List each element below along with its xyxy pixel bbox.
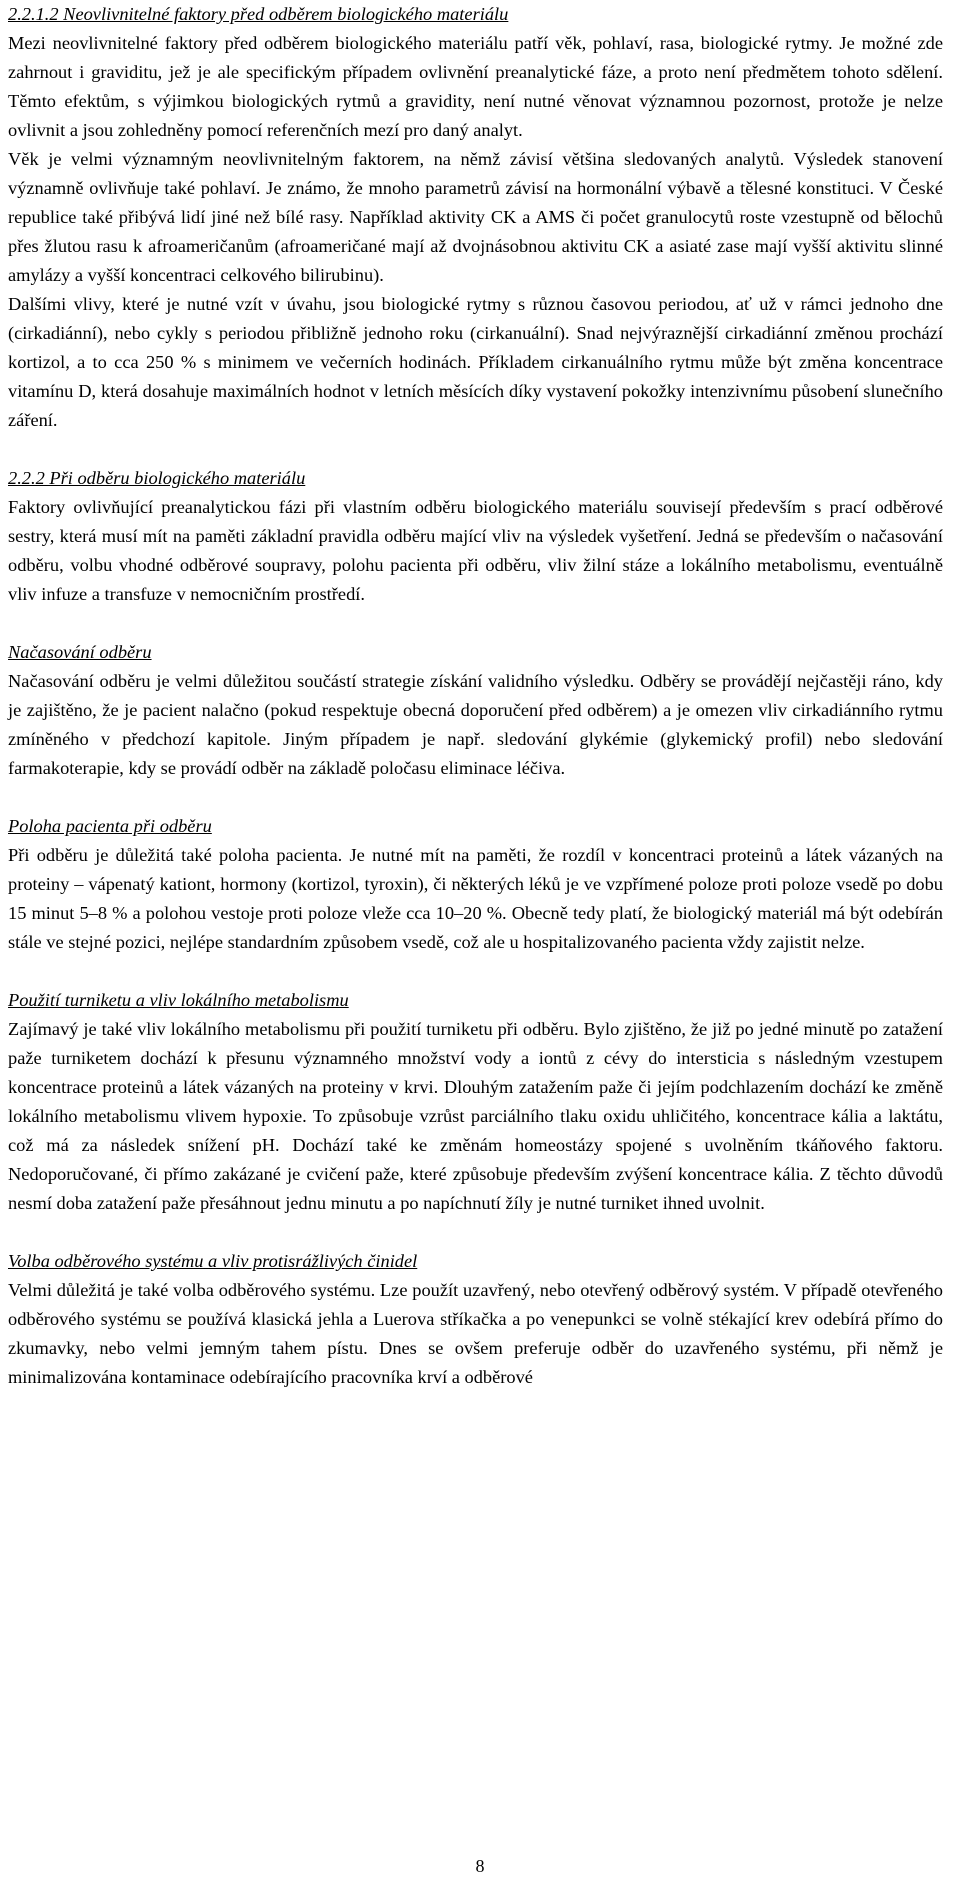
spacer	[8, 435, 943, 464]
page-number: 8	[475, 1856, 485, 1876]
paragraph: Načasování odběru je velmi důležitou součástí strategie získání validního výsledku. Odběry se provádějí nejčastěji ráno, kdy je zajištěno, že je pacient nalačno (pokud respektuje obecná doporučení před odběrem) a je omezen vliv cirkadiánního rytmu zmíněného v předchozí kapitole. Jiným případem je např. sledování glykémie (glykemický profil) nebo sledování farmakoterapie, kdy se provádí odběr na základě poločasu eliminace léčiva.	[8, 671, 943, 778]
section-poloha-pacienta	[8, 812, 943, 957]
section-heading: 2.2.2 Při odběru biologického materiálu	[8, 468, 306, 488]
document-body	[8, 0, 943, 1392]
section-heading: Poloha pacienta při odběru	[8, 816, 212, 836]
section-volba-odberoveho-systemu	[8, 1247, 943, 1392]
section-neovlivnitelne-faktory	[8, 0, 943, 435]
section-heading: Použití turniketu a vliv lokálního metabolismu	[8, 990, 349, 1010]
spacer	[8, 957, 943, 986]
paragraph: Při odběru je důležitá také poloha pacienta. Je nutné mít na paměti, že rozdíl v koncentraci proteinů a látek vázaných na proteiny – vápenatý kationt, hormony (kortizol, tyroxin), či některých léků je ve vzpřímené poloze proti poloze vsedě po dobu 15 minut 5–8 % a polohou vestoje proti poloze vleže cca 10–20 %. Obecně tedy platí, že biologický materiál má být odebírán stále ve stejné pozici, nejlépe standardním způsobem vsedě, což ale u hospitalizovaného pacienta vždy zajistit nelze.	[8, 845, 943, 952]
paragraph: Zajímavý je také vliv lokálního metabolismu při použití turniketu při odběru. Bylo zjištěno, že již po jedné minutě po zatažení paže turniketem dochází k přesunu významného množství vody a iontů z cévy do intersticia s následným vzestupem koncentrace proteinů a látek vázaných na proteiny v krvi. Dlouhým zatažením paže či jejím podchlazením dochází ke změně lokálního metabolismu vlivem hypoxie. To způsobuje vzrůst parciálního tlaku oxidu uhličitého, koncentrace kália a laktátu, což má za následek snížení pH. Dochází také ke změnám homeostázy spojené s uvolněním tkáňového faktoru. Nedoporučované, či přímo zakázané je cvičení paže, které způsobuje především zvýšení koncentrace kália. Z těchto důvodů nesmí doba zatažení paže přesáhnout jednu minutu a po napíchnutí žíly je nutné turniket ihned uvolnit.	[8, 1019, 943, 1213]
spacer	[8, 783, 943, 812]
paragraph: Faktory ovlivňující preanalytickou fázi při vlastním odběru biologického materiálu souvisejí především s prací odběrové sestry, která musí mít na paměti základní pravidla odběru mající vliv na výsledek vyšetření. Jedná se především o načasování odběru, volbu vhodné odběrové soupravy, polohu pacienta při odběru, vliv žilní stáze a lokálního metabolismu, eventuálně vliv infuze a transfuze v nemocničním prostředí.	[8, 497, 943, 604]
section-pri-odberu	[8, 464, 943, 609]
section-nacasovani-odberu	[8, 638, 943, 783]
section-pouziti-turniketu	[8, 986, 943, 1218]
paragraph: Mezi neovlivnitelné faktory před odběrem biologického materiálu patří věk, pohlaví, rasa, biologické rytmy. Je možné zde zahrnout i graviditu, jež je ale specifickým případem ovlivnění preanalytické fáze, a proto není předmětem tohoto sdělení. Těmto efektům, s výjimkou biologických rytmů a gravidity, není nutné věnovat významnou pozornost, protože je nelze ovlivnit a jsou zohledněny pomocí referenčních mezí pro daný analyt.	[8, 33, 943, 140]
spacer	[8, 609, 943, 638]
spacer	[8, 1218, 943, 1247]
paragraph: Dalšími vlivy, které je nutné vzít v úvahu, jsou biologické rytmy s různou časovou periodou, ať už v rámci jednoho dne (cirkadiánní), nebo cykly s periodou přibližně jednoho roku (cirkanuální). Snad nejvýraznější cirkadiánní změnou prochází kortizol, a to cca 250 % s minimem ve večerních hodinách. Příkladem cirkanuálního rytmu může být změna koncentrace vitamínu D, která dosahuje maximálních hodnot v letních měsících díky vystavení pokožky intenzivnímu působení slunečního záření.	[8, 294, 943, 430]
section-heading: 2.2.1.2 Neovlivnitelné faktory před odběrem biologického materiálu	[8, 4, 509, 24]
section-heading: Volba odběrového systému a vliv protisrážlivých činidel	[8, 1251, 418, 1271]
paragraph: Velmi důležitá je také volba odběrového systému. Lze použít uzavřený, nebo otevřený odběrový systém. V případě otevřeného odběrového systému se používá klasická jehla a Luerova stříkačka a po venepunkci se volně stékající krev odebírá přímo do zkumavky, nebo velmi jemným tahem pístu. Dnes se ovšem preferuje odběr do uzavřeného systému, při němž je minimalizována kontaminace odebírajícího pracovníka krví a odběrové	[8, 1280, 943, 1387]
section-heading: Načasování odběru	[8, 642, 152, 662]
paragraph: Věk je velmi významným neovlivnitelným faktorem, na němž závisí většina sledovaných analytů. Výsledek stanovení významně ovlivňuje také pohlaví. Je známo, že mnoho parametrů závisí na hormonální výbavě a tělesné konstituci. V České republice také přibývá lidí jiné než bílé rasy. Například aktivity CK a AMS či počet granulocytů roste vzestupně od bělochů přes žlutou rasu k afroameričanům (afroameričané mají až dvojnásobnou aktivitu CK a asiaté zase mají vyšší aktivitu slinné amylázy a vyšší koncentraci celkového bilirubinu).	[8, 149, 943, 285]
